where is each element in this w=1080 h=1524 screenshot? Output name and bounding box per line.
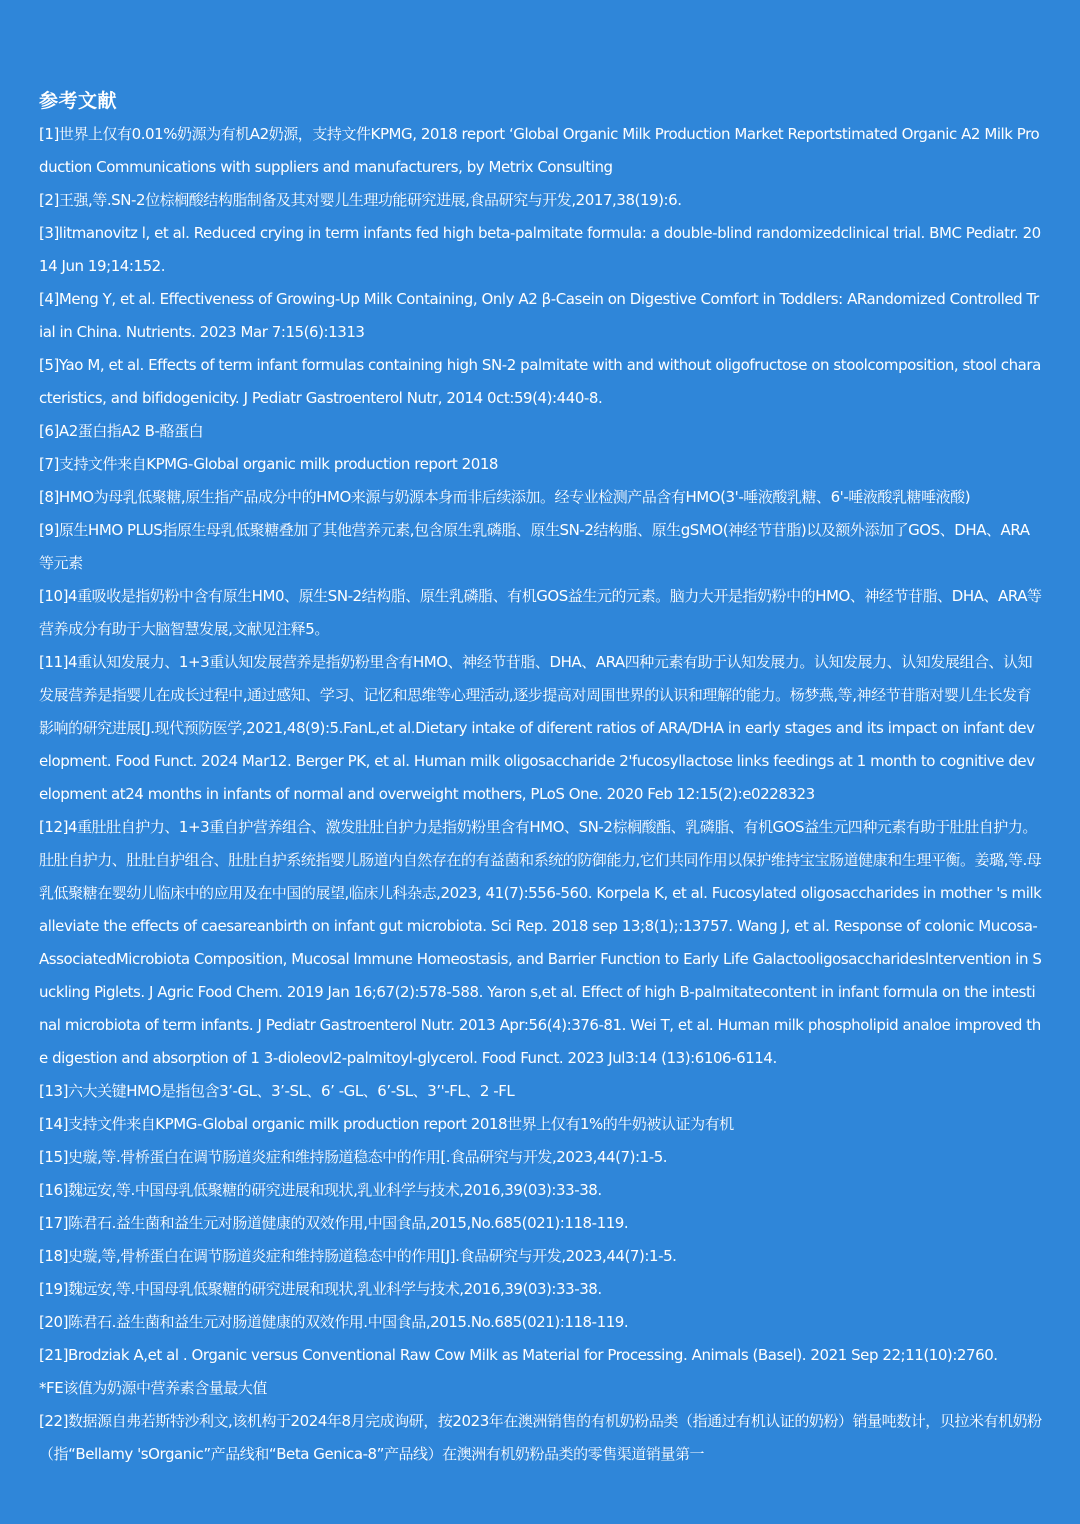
reference-10: [10]4重吸收是指奶粉中含有原生HM0、原生SN-2结构脂、原生乳磷脂、有机GOS益生元的元素。脑力大开是指奶粉中的HMO、神经节苷脂、DHA、ARA等营养成分有助于大脑智慧发展,文献见注释5。 [39,587,1042,638]
references-list [39,118,1042,1471]
reference-12: [12]4重肚肚自护力、1+3重自护营养组合、激发肚肚自护力是指奶粉里含有HMO、SN-2棕榈酸酯、乳磷脂、有机GOS益生元四种元素有助于肚肚自护力。肚肚自护力、肚肚自护组合、肚肚自护系统指婴儿肠道内自然存在的有益菌和系统的防御能力,它们共同作用以保护维持宝宝肠道健康和生理平衡。姜璐,等.母乳低聚糖在婴幼儿临床中的应用及在中国的展望,临床儿科杂志,2023, 41(7):556-560. Korpela K, et al. Fucosylated oligosaccharides in mother 's milk alleviate the effects of caesareanbirth on infant gut microbiota. Sci Rep. 2018 sep 13;8(1);:13757. Wang J, et al. Response of colonic Mucosa-AssociatedMicrobiota Composition, Mucosal lmmune Homeostasis, and Barrier Function to Early Life Galactooligosaccharideslntervention in Suckling Piglets. J Agric Food Chem. 2019 Jan 16;67(2):578-588. Yaron s,et al. Effect of high B-palmitatecontent in infant formula on the intestinal microbiota of term infants. J Pediatr Gastroenterol Nutr. 2013 Apr:56(4):376-81. Wei T, et al. Human milk phospholipid analoe improved the digestion and absorption of 1 3-dioleovl2-palmitoyl-glycerol. Food Funct. 2023 Jul3:14 (13):6106-6114. [39,818,1042,1067]
references-title: 参考文献 [39,90,118,112]
reference-16: [16]魏远安,等.中国母乳低聚糖的研究进展和现状,乳业科学与技术,2016,39(03):33-38. [39,1181,602,1199]
reference-17: [17]陈君石.益生菌和益生元对肠道健康的双效作用,中国食品,2015,No.685(021):118-119. [39,1214,629,1232]
reference-11: [11]4重认知发展力、1+3重认知发展营养是指奶粉里含有HMO、神经节苷脂、DHA、ARA四种元素有助于认知发展力。认知发展力、认知发展组合、认知发展营养是指婴儿在成长过程中,通过感知、学习、记忆和思维等心理活动,逐步提高对周围世界的认识和理解的能力。杨梦燕,等,神经节苷脂对婴儿生长发育影响的研究进展[J.现代预防医学,2021,48(9):5.FanL,et al.Dietary intake of diferent ratios of ARA/DHA in early stages and its impact on infant development. Food Funct. 2024 Mar12. Berger PK, et al. Human milk oligosaccharide 2'fucosyllactose links feedings at 1 month to cognitive development at24 months in infants of normal and overweight mothers, PLoS One. 2020 Feb 12:15(2):e0228323 [39,653,1035,803]
reference-7: [7]支持文件来自KPMG-Global organic milk production report 2018 [39,455,499,473]
reference-6: [6]A2蛋白指A2 B-酪蛋白 [39,422,204,440]
footnote-fe: *FE该值为奶源中营养素含量最大值 [39,1379,267,1397]
reference-9: [9]原生HMO PLUS指原生母乳低聚糖叠加了其他营养元素,包含原生乳磷脂、原生SN-2结构脂、原生gSMO(神经节苷脂)以及额外添加了GOS、DHA、ARA等元素 [39,521,1030,572]
reference-8: [8]HMO为母乳低聚糖,原生指产品成分中的HMO来源与奶源本身而非后续添加。经专业检测产品含有HMO(3'-唾液酸乳糖、6'-唾液酸乳糖唾液酸) [39,488,971,506]
reference-21: [21]Brodziak A,et al . Organic versus Conventional Raw Cow Milk as Material for Processing. Animals (Basel). 2021 Sep 22;11(10):2760. [39,1346,998,1364]
reference-18: [18]史璇,等,骨桥蛋白在调节肠道炎症和维持肠道稳态中的作用[J].食品研究与开发,2023,44(7):1-5. [39,1247,677,1265]
reference-3: [3]litmanovitz l, et al. Reduced crying in term infants fed high beta-palmitate formula: a double-blind randomizedclinical trial. BMC Pediatr. 2014 Jun 19;14:152. [39,224,1041,275]
reference-5: [5]Yao M, et al. Effects of term infant formulas containing high SN-2 palmitate with and without oligofructose on stoolcomposition, stool characteristics, and bifidogenicity. J Pediatr Gastroenterol Nutr, 2014 0ct:59(4):440-8. [39,356,1041,407]
reference-22: [22]数据源自弗若斯特沙利文,该机构于2024年8月完成询研，按2023年在澳洲销售的有机奶粉品类（指通过有机认证的奶粉）销量吨数计，贝拉米有机奶粉（指“Bellamy 'sOrganic”产品线和“Beta Genica-8”产品线）在澳洲有机奶粉品类的零售渠道销量第一 [39,1412,1042,1463]
reference-13: [13]六大关键HMO是指包含3’-GL、3’-SL、6’ -GL、6’-SL、3’'-FL、2 -FL [39,1082,515,1100]
reference-15: [15]史璇,等.骨桥蛋白在调节肠道炎症和维持肠道稳态中的作用[.食品研究与开发,2023,44(7):1-5. [39,1148,668,1166]
reference-4: [4]Meng Y, et al. Effectiveness of Growing-Up Milk Containing, Only A2 β-Casein on Digestive Comfort in Toddlers: ARandomized Controlled Trial in China. Nutrients. 2023 Mar 7:15(6):1313 [39,290,1039,341]
reference-2: [2]王强,等.SN-2位棕榈酸结构脂制备及其对婴儿生理功能研究进展,食品研究与开发,2017,38(19):6. [39,191,682,209]
reference-19: [19]魏远安,等.中国母乳低聚糖的研究进展和现状,乳业科学与技术,2016,39(03):33-38. [39,1280,602,1298]
reference-14: [14]支持文件来自KPMG-Global organic milk production report 2018世界上仅有1%的牛奶被认证为有机 [39,1115,734,1133]
reference-20: [20]陈君石.益生菌和益生元对肠道健康的双效作用.中国食品,2015.No.685(021):118-119. [39,1313,629,1331]
reference-1: [1]世界上仅有0.01%奶源为有机A2奶源，支持文件KPMG, 2018 report ‘Global Organic Milk Production Market Reportstimated Organic A2 Milk Production Communications with suppliers and manufacturers, by Metrix Consulting [39,125,1040,176]
